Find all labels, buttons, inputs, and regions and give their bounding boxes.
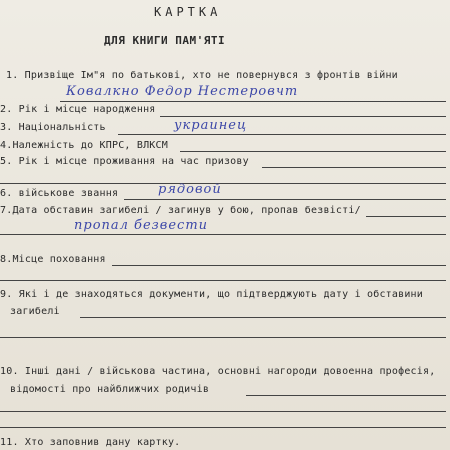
field-death-circumstances-value: пропал безвести bbox=[74, 218, 209, 233]
field-residence-line-2 bbox=[0, 183, 446, 184]
field-residence-label: 5. Рік і місце проживання на час призову bbox=[0, 156, 249, 167]
field-burial-label: 8.Місце поховання bbox=[0, 254, 106, 265]
field-party-label: 4.Належність до КПРС, ВЛКСМ bbox=[0, 140, 168, 151]
field-filled-by-label: 11. Хто заповнив дану картку. bbox=[0, 437, 181, 448]
field-rank-line bbox=[124, 199, 446, 200]
card-title: КАРТКА bbox=[154, 5, 222, 19]
field-other-label-2: відомості про найближчих родичів bbox=[10, 384, 210, 395]
field-documents-label-1: 9. Які і де знаходяться документи, що підтверджують дату і обставини bbox=[0, 289, 423, 300]
field-rank-label: 6. військове звання bbox=[0, 188, 119, 199]
field-nationality-line bbox=[118, 134, 446, 135]
field-name-value: Ковалкно Федор Нестеровчт bbox=[66, 84, 299, 99]
field-burial-line-1 bbox=[112, 265, 446, 266]
field-death-line-2 bbox=[0, 234, 446, 235]
field-documents-line-2 bbox=[0, 337, 446, 338]
field-rank-value: рядовой bbox=[158, 182, 222, 197]
field-party-line bbox=[180, 151, 446, 152]
field-other-line-3 bbox=[0, 427, 446, 428]
field-name-label: 1. Призвіще Ім"я по батькові, хто не повернувся з фронтів війни bbox=[6, 70, 398, 81]
field-documents-label-2: загибелі bbox=[10, 306, 60, 317]
card-subtitle: ДЛЯ КНИГИ ПАМ'ЯТІ bbox=[104, 34, 226, 47]
field-nationality-value: украинец bbox=[174, 118, 248, 133]
field-name-line bbox=[60, 101, 446, 102]
field-other-line-1 bbox=[246, 395, 446, 396]
field-birth-line bbox=[160, 116, 446, 117]
field-birth-label: 2. Рік і місце народження bbox=[0, 104, 156, 115]
field-death-line-1 bbox=[366, 216, 446, 217]
field-death-circumstances-label: 7.Дата обставин загибелі / загинув у бою, пропав безвісті/ bbox=[0, 205, 361, 216]
field-documents-line-1 bbox=[80, 317, 446, 318]
field-residence-line-1 bbox=[262, 167, 446, 168]
field-other-label-1: 10. Інші дані / військова частина, основні нагороди довоенна професія, bbox=[0, 366, 436, 377]
field-burial-line-2 bbox=[0, 280, 446, 281]
field-other-line-2 bbox=[0, 411, 446, 412]
field-nationality-label: 3. Національність bbox=[0, 122, 106, 133]
